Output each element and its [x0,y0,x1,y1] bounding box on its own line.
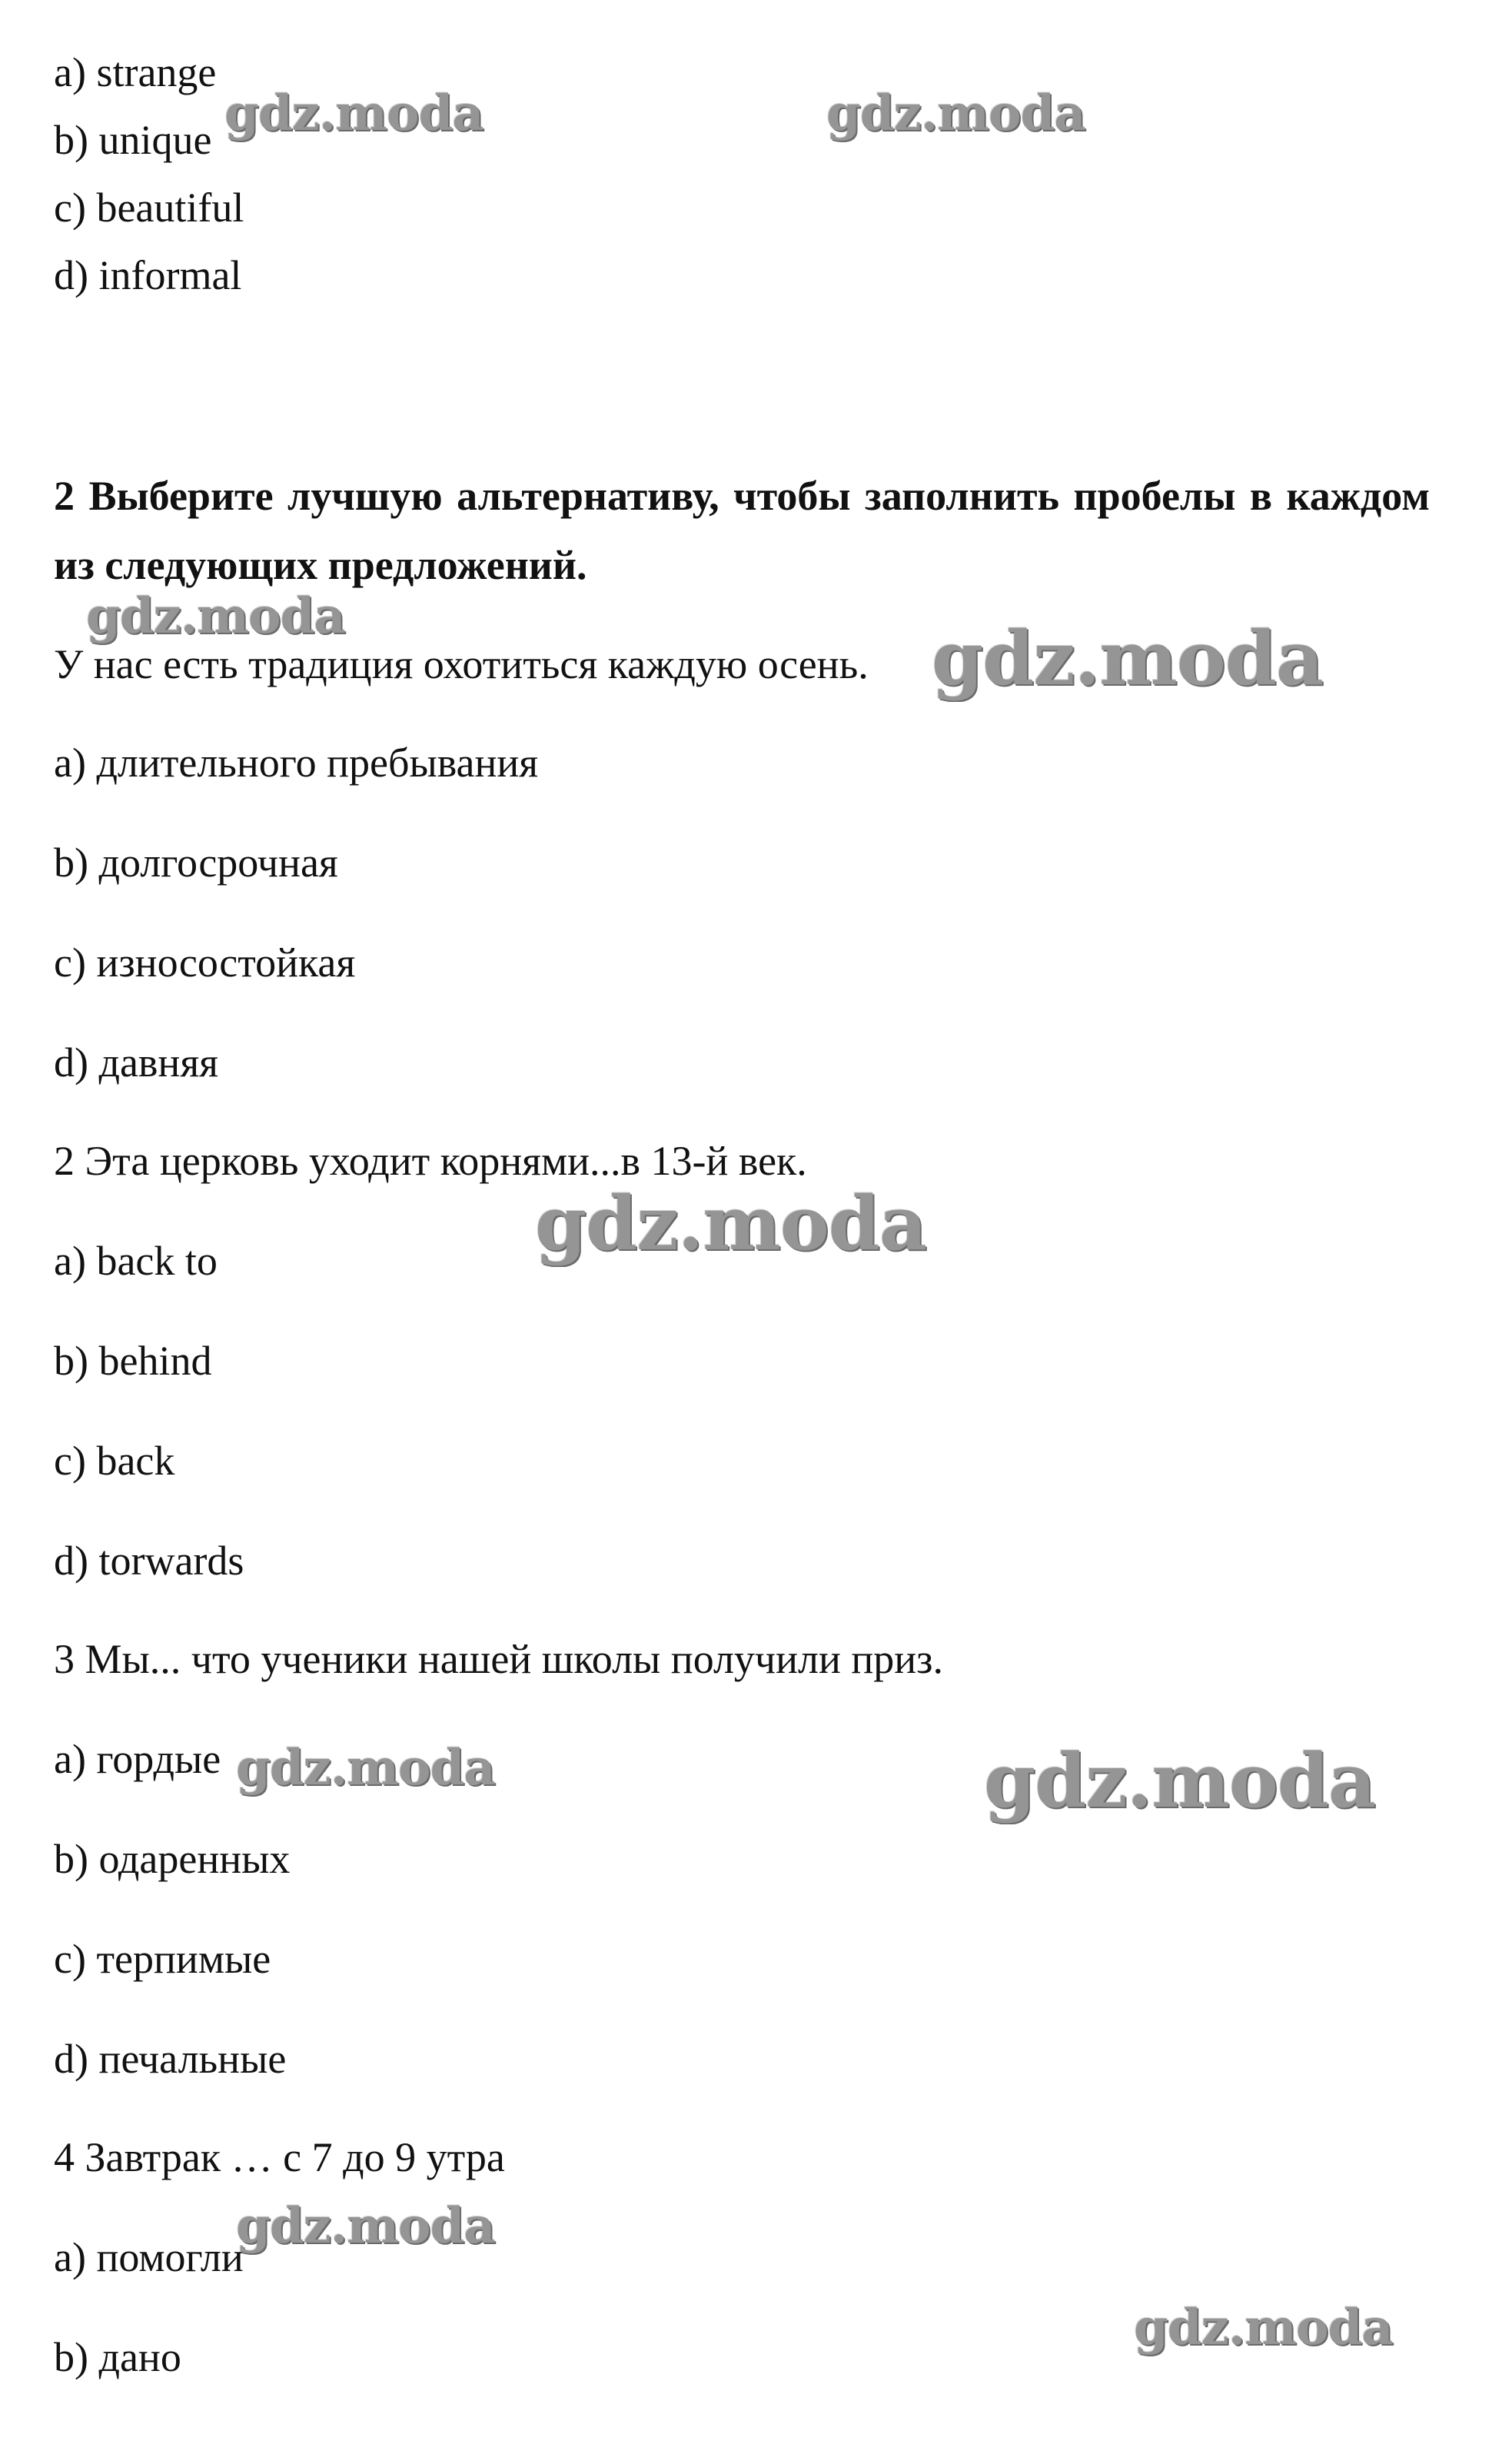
option-b-unique: b) unique [54,117,212,163]
watermark: gdz.moda [826,85,1085,142]
option-a-strange: a) strange [54,49,217,95]
question-1-option-b: b) долгосрочная [54,840,338,886]
question-2-option-c: c) back [54,1438,175,1484]
watermark: gdz.moda [1134,2299,1393,2356]
watermark: gdz.moda [535,1180,927,1267]
watermark: gdz.moda [224,85,484,142]
task-heading: 2 Выберите лучшую альтернативу, чтобы заполнить пробелы в каждом из следующих предложений. [54,473,1430,588]
watermark: gdz.moda [984,1737,1376,1824]
question-2-option-d: d) torwards [54,1538,244,1584]
option-d-informal: d) informal [54,252,242,298]
question-1-option-d: d) давняя [54,1039,218,1086]
question-1-option-c: c) износостойкая [54,939,356,986]
watermark: gdz.moda [236,1739,495,1797]
question-4-option-b: b) дано [54,2334,181,2380]
watermark: gdz.moda [236,2197,495,2255]
watermark: gdz.moda [932,615,1324,702]
question-3-option-c: c) терпимые [54,1936,271,1982]
question-3-text: 3 Мы... что ученики нашей школы получили приз. [54,1636,943,1682]
question-3-option-a: a) гордые [54,1736,221,1782]
question-2-text: 2 Эта церковь уходит корнями...в 13-й век. [54,1138,807,1184]
watermark: gdz.moda [86,587,345,645]
question-3-option-d: d) печальные [54,2036,287,2082]
question-4-text: 4 Завтрак … с 7 до 9 утра [54,2134,505,2180]
question-3-option-b: b) одаренных [54,1836,291,1882]
question-2-option-a: a) back to [54,1238,218,1284]
question-4-option-a: a) помогли [54,2234,244,2280]
question-2-option-b: b) behind [54,1338,212,1384]
question-1-option-a: a) длительного пребывания [54,740,539,786]
option-c-beautiful: c) beautiful [54,185,244,231]
question-1-text: У нас есть традиция охотиться каждую осень. [54,641,869,687]
